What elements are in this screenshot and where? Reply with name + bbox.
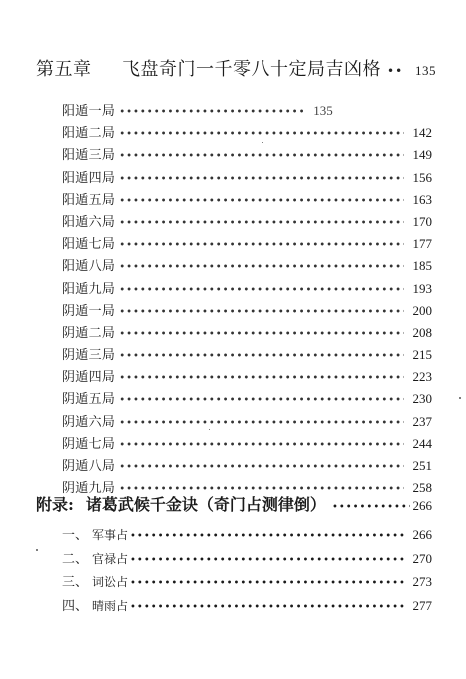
toc-entry xyxy=(62,455,432,477)
appendix-entry xyxy=(62,571,432,595)
entry-page-number: 142 xyxy=(412,125,432,141)
appendix-entry-page-number: 273 xyxy=(412,574,432,589)
scan-speck xyxy=(209,429,210,430)
entry-page-number: 244 xyxy=(412,435,432,451)
entry-leader-dots xyxy=(119,263,404,273)
toc-entry xyxy=(62,388,432,410)
entry-page-number: 149 xyxy=(412,147,432,163)
appendix-entry-label: 官禄占 xyxy=(92,551,129,566)
appendix-entry-page-number: 270 xyxy=(412,550,432,566)
entry-label: 阳遁二局 xyxy=(62,126,116,142)
entry-page-number: 185 xyxy=(412,258,432,274)
entry-leader-dots xyxy=(119,286,404,296)
entry-label: 阳遁九局 xyxy=(62,281,116,297)
toc-entry xyxy=(62,344,432,366)
entry-leader-dots xyxy=(119,374,404,384)
toc-entry xyxy=(62,233,432,255)
entry-page-number: 230 xyxy=(412,391,432,407)
chapter-title: 飞盘奇门一千零八十定局吉凶格 xyxy=(122,59,381,80)
entry-label: 阳遁八局 xyxy=(62,259,116,275)
entry-leader-dots xyxy=(119,152,404,162)
appendix-title: 诸葛武候千金诀（奇门占测律倒） xyxy=(85,495,326,514)
entry-label: 阳遁三局 xyxy=(62,148,116,164)
appendix-entry-page-number: 266 xyxy=(412,527,432,542)
entry-page-number: 258 xyxy=(412,480,432,496)
entry-page-number: 177 xyxy=(412,236,432,252)
toc-entry xyxy=(62,122,432,144)
entry-page-number: 163 xyxy=(412,191,432,207)
toc-entry xyxy=(62,278,432,300)
appendix-heading xyxy=(36,492,432,516)
appendix-entry-leader-dots xyxy=(130,579,404,589)
entry-label: 阴遁六局 xyxy=(62,414,116,430)
scan-speck xyxy=(459,397,461,399)
chapter-label: 第五章 xyxy=(36,59,92,80)
chapter-page-number: 135 xyxy=(415,63,436,78)
entry-leader-dots xyxy=(119,175,404,185)
toc-entry xyxy=(62,300,432,322)
toc-entry xyxy=(62,322,432,344)
entry-label: 阳遁五局 xyxy=(62,192,116,208)
appendix-entry-leader-dots xyxy=(130,556,404,566)
entry-leader-dots xyxy=(119,130,404,140)
appendix-entry-leader-dots xyxy=(130,532,404,542)
appendix-entry xyxy=(62,548,432,572)
scan-speck xyxy=(36,549,38,551)
entry-leader-dots xyxy=(119,108,305,118)
entry-page-number: 156 xyxy=(412,169,432,185)
toc-entry xyxy=(62,189,432,211)
entry-label: 阴遁四局 xyxy=(62,370,116,386)
appendix-entry-number: 一、 xyxy=(62,528,89,543)
appendix-entry-label: 晴雨占 xyxy=(92,598,129,613)
chapter-leader-dots: •• xyxy=(387,64,404,78)
appendix-leader-dots xyxy=(332,502,410,513)
entry-leader-dots xyxy=(119,419,404,429)
entry-label: 阴遁三局 xyxy=(62,348,116,364)
entry-page-number: 215 xyxy=(412,347,432,363)
appendix-entry xyxy=(62,524,432,548)
appendix-entry-number: 四、 xyxy=(62,598,89,614)
toc-entry xyxy=(62,433,432,455)
toc-entry xyxy=(62,144,432,166)
entry-leader-dots xyxy=(119,330,404,340)
appendix-entry-number: 三、 xyxy=(62,575,89,590)
entry-list xyxy=(62,100,432,499)
appendix-entry-label: 词讼占 xyxy=(92,575,129,589)
appendix-label: 附录: xyxy=(36,495,74,514)
appendix-page-number: 266 xyxy=(412,498,432,513)
entry-label: 阳遁七局 xyxy=(62,237,116,253)
appendix-entry-label: 军事占 xyxy=(92,528,129,542)
entry-leader-dots xyxy=(119,219,404,229)
toc-entry xyxy=(62,366,432,388)
entry-page-number: 135 xyxy=(313,103,333,118)
entry-leader-dots xyxy=(119,463,404,473)
entry-page-number: 251 xyxy=(412,458,432,473)
toc-entry xyxy=(62,255,432,277)
entry-label: 阳遁四局 xyxy=(62,170,116,186)
toc-entry xyxy=(62,211,432,233)
entry-leader-dots xyxy=(119,197,404,207)
entry-leader-dots xyxy=(119,308,404,318)
entry-label: 阳遁一局 xyxy=(62,104,116,119)
appendix-entry-leader-dots xyxy=(130,603,404,613)
entry-leader-dots xyxy=(119,396,404,406)
entry-leader-dots xyxy=(119,441,404,451)
entry-leader-dots xyxy=(119,352,404,362)
entry-page-number: 237 xyxy=(412,413,432,429)
appendix-entry-list xyxy=(62,524,432,618)
entry-page-number: 200 xyxy=(412,302,432,318)
appendix-entry-page-number: 277 xyxy=(412,597,432,613)
scan-speck xyxy=(262,142,263,143)
chapter-heading xyxy=(36,55,436,81)
entry-page-number: 193 xyxy=(412,280,432,296)
entry-label: 阴遁七局 xyxy=(62,436,116,452)
entry-page-number: 208 xyxy=(412,324,432,340)
toc-entry xyxy=(62,100,432,122)
toc-entry xyxy=(62,411,432,433)
entry-label: 阴遁九局 xyxy=(62,481,116,497)
entry-label: 阳遁六局 xyxy=(62,214,116,230)
entry-label: 阴遁二局 xyxy=(62,325,116,341)
entry-label: 阴遁一局 xyxy=(62,303,116,319)
entry-label: 阴遁五局 xyxy=(62,392,116,408)
entry-page-number: 170 xyxy=(412,213,432,229)
entry-label: 阴遁八局 xyxy=(62,459,116,474)
entry-page-number: 223 xyxy=(412,369,432,385)
appendix-entry-number: 二、 xyxy=(62,551,89,567)
toc-entry xyxy=(62,167,432,189)
entry-leader-dots xyxy=(119,241,404,251)
appendix-entry xyxy=(62,595,432,619)
